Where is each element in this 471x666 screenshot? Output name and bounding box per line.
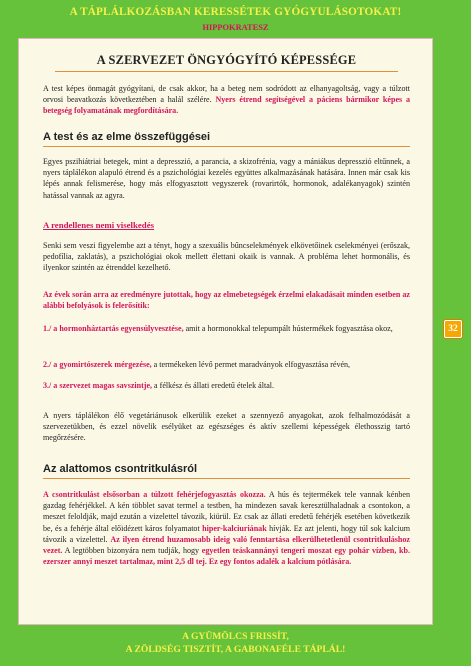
- footer-line-1: A GYÜMÖLCS FRISSÍT,: [182, 631, 289, 642]
- page-number-badge: 32: [444, 320, 462, 338]
- section1-heading: A test és az elme összefüggései: [43, 131, 211, 143]
- list-item-text: amit a hormonokkal telepumpált hústermékek fogyasztása okoz,: [183, 324, 393, 333]
- list-item: [43, 380, 410, 391]
- section2-warning: Az ilyen étrend huzamosabb ideig való fenntartása elkerülhetetlenül csontritkuláshoz vezet.: [43, 534, 411, 556]
- section2-term: hiper-kalciuriának: [202, 523, 267, 533]
- section2-end: egyetlen teáskannányi tengeri moszat egy pohár vízben, kb. ezerszer annyi meszet tartalmaz, mint 2,5 dl tej. Ez egy fontos adalék a kalcium pótlására.: [43, 546, 410, 567]
- section2: [43, 463, 410, 479]
- list-item: [43, 359, 410, 370]
- page-footer: [0, 630, 471, 656]
- subsection-lead-text: Az évek során arra az eredményre jutottak, hogy az elmebetegségek érzelmi elakadásait minden esetben az alábbi befolyások is felerősítik:: [43, 290, 410, 311]
- section2-body: [43, 489, 410, 567]
- subsection-paragraph: Senki sem veszi figyelembe azt a tényt, hogy a szexuális bűncselekmények elkövetőinek cselekményei (erőszak, pedofília, zaklatás), a pszichológiai okok mellett élettani okaik is vannak. A probléma lehet hormonális, és ilyenkor szintén az étrenddel kezelhető.: [43, 241, 410, 273]
- list-item-label: 2./ a gyomirtószerek mérgezése,: [43, 360, 152, 369]
- section2-text-3: A legtöbben bizonyára nem tudják, hogy: [62, 546, 202, 556]
- header-title: A TÁPLÁLKOZÁSBAN KERESSÉTEK GYÓGYULÁSOTOKAT!: [69, 6, 402, 18]
- section1-paragraph: Egyes pszihiátriai betegek, mint a depresszió, a parancia, a skizofrénia, vagy a mániákus depresszió eltűnnek, a nyers táplálékon alapuló étrend és a pszichológiai kezelés együttes alkalmazásának hatására. Innen már csak kis lépés annak felismerése, hogy más elfogyasztott vegyszerek (rovarirtók, hormonok, adalékanyagok) szintén hatással vannak az agyra.: [43, 157, 410, 200]
- list-item-label: 3./ a szervezet magas savszintje,: [43, 381, 153, 390]
- intro-paragraph: [43, 83, 410, 117]
- list-item-text: a félkész és állati eredetű ételek által.: [152, 381, 275, 390]
- intro-block: [43, 83, 410, 117]
- section2-heading: Az alattomos csontritkulásról: [43, 463, 198, 475]
- section1: [43, 131, 410, 147]
- section2-text-2: hívják. Ez azt jelenti, hogy túl sok kalcium távozik a vizelettel.: [43, 523, 410, 544]
- main-title: A SZERVEZET ÖNGYÓGYÍTÓ KÉPESSÉGE: [96, 53, 357, 67]
- intro-highlight: Nyers étrend segítségével a páciens bármikor képes a betegség folyamatának megfordítására.: [43, 95, 410, 116]
- header-subtitle: HIPPOKRATESZ: [202, 23, 269, 32]
- list-item-label: 1./ a hormonháztartás egyensúlyvesztése,: [43, 324, 184, 333]
- footer-line-2: A ZÖLDSÉG TISZTÍT, A GABONAFÉLE TÁPLÁL!: [125, 644, 346, 655]
- section2-lead: A csontritkulást elsősorban a túlzott fehérjefogyasztás okozza.: [43, 490, 266, 499]
- after-list-block: [43, 410, 410, 444]
- influence-list-2: [43, 359, 410, 370]
- intro-text: A test képes önmagát gyógyítani, de csak akkor, ha a beteg nem sodródott az elhanyagoltság, vagy a túlzott orvosi beavatkozás következtében a halál szélére.: [43, 84, 410, 105]
- influence-list: [43, 323, 410, 334]
- subsection-body: [43, 240, 410, 274]
- list-item: [43, 323, 410, 334]
- section2-paragraph: [43, 489, 410, 567]
- section1-body: [43, 156, 410, 201]
- section2-text-1: A hús és tejtermékek tele vannak kénben gazdag fehérjékkel. A kén többlet savat termel a testben, ha mindezen savak keresztülhaladnak a csontokon, a meszet feloldják, majd ezután a vizelettel távozik, kiürül. Ez csak az állati eredetű fehérjék esetében következik be, és a fehérje által előidézett káros folyamatot: [43, 490, 410, 533]
- section1-divider: [43, 146, 410, 147]
- section2-divider: [43, 478, 410, 479]
- content-panel: [18, 38, 433, 625]
- title-divider: [55, 71, 398, 72]
- subsection: [43, 220, 410, 230]
- list-item-text: a termékeken lévő permet maradványok elfogyasztása révén,: [151, 360, 351, 369]
- after-list-paragraph: A nyers táplálékon élő vegetáriánusok elkerülik ezeket a szennyező anyagokat, azok felhalmozódását a szervezetükben, és ezzel növelik esélyüket az egészséges és aktív szellemi képességek élethosszig tartó megőrzésére.: [43, 411, 410, 443]
- subsection-heading: A rendellenes nemi viselkedés: [43, 220, 155, 230]
- subsection-lead: [43, 289, 410, 311]
- influence-list-3: [43, 380, 410, 391]
